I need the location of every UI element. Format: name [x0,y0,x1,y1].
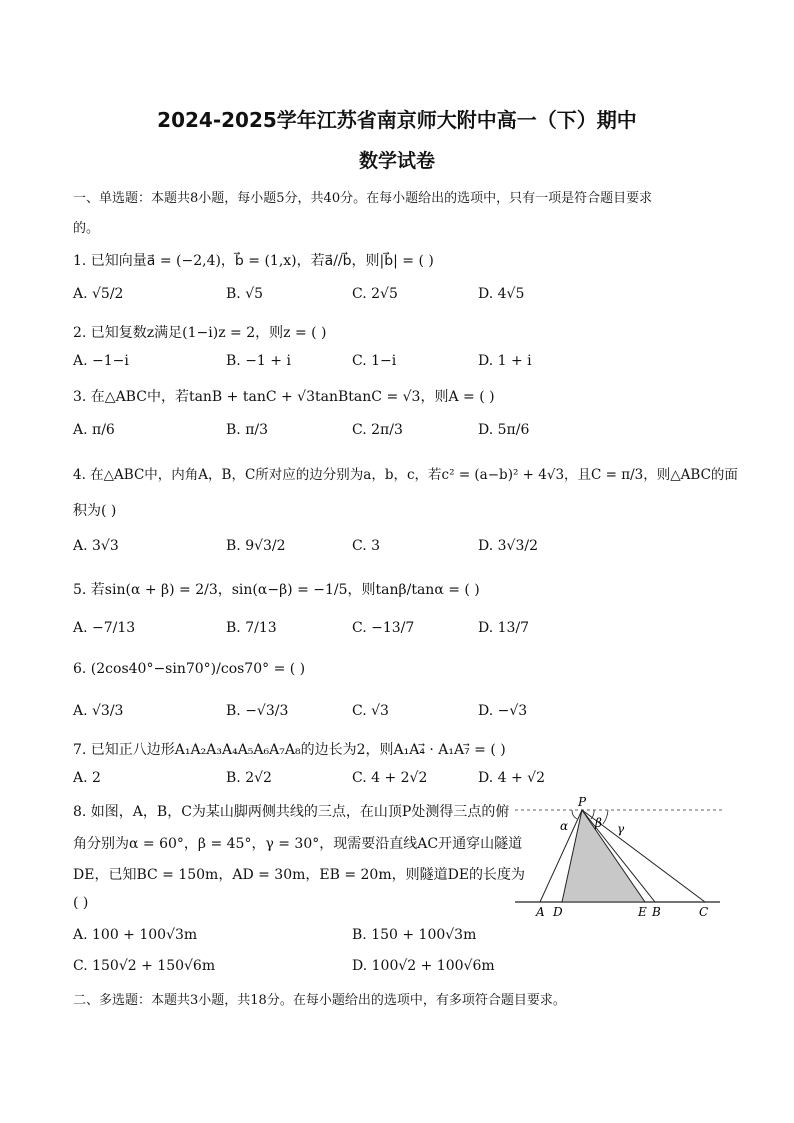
q7-option-c: C. 4 + 2√2 [352,770,428,786]
q4-option-d: D. 3√3/2 [478,538,538,554]
q5-option-a: A. −7/13 [73,620,136,636]
question-6-stem: 6. (2cos40°−sin70°)/cos70° = ( ) [73,661,306,677]
question-8-stem-line-2: 角分别为α = 60°，β = 45°，γ = 30°，现需要沿直线AC开通穿山隧道 [73,836,523,852]
q3-option-a: A. π/6 [73,422,115,438]
label-c: C [699,905,709,919]
question-8-stem-line-3: DE，已知BC = 150m，AD = 30m，EB = 20m，则隧道DE的长度为 [73,867,526,883]
page-title: 2024-2025学年江苏省南京师大附中高一（下）期中 [157,108,637,132]
q2-option-a: A. −1−i [73,353,129,369]
question-4-stem: 4. 在△ABC中，内角A，B，C所对应的边分别为a，b，c，若c² = (a−b)² + 4√3，且C = π/3，则△ABC的面 [73,467,738,483]
q1-option-b: B. √5 [226,286,264,302]
angle-arc-gamma [603,810,608,824]
q8-option-d: D. 100√2 + 100√6m [352,958,495,974]
q8-option-c: C. 150√2 + 150√6m [73,958,216,974]
q7-option-d: D. 4 + √2 [478,770,545,786]
label-p: P [578,796,587,809]
tunnel-figure [515,796,725,922]
question-1-stem: 1. 已知向量a⃗ = (−2,4)，b⃗ = (1,x)，若a⃗//b⃗，则|b⃗| = ( ) [73,253,434,269]
q3-option-c: C. 2π/3 [352,422,403,438]
q7-option-a: A. 2 [73,770,101,786]
q4-option-a: A. 3√3 [73,538,119,554]
label-b: B [652,905,661,919]
section-2-heading: 二、多选题：本题共3小题，共18分。在每小题给出的选项中，有多项符合题目要求。 [73,993,566,1008]
question-8-stem-line-1: 8. 如图，A，B，C为某山脚两侧共线的三点，在山顶P处测得三点的俯 [73,804,510,820]
section-1-heading-cont: 的。 [73,221,100,236]
q7-option-b: B. 2√2 [226,770,272,786]
q2-option-b: B. −1 + i [226,353,291,369]
question-2-stem: 2. 已知复数z满足(1−i)z = 2，则z = ( ) [73,325,327,341]
q4-option-b: B. 9√3/2 [226,538,286,554]
q3-option-b: B. π/3 [226,422,269,438]
label-alpha: α [560,819,569,833]
question-8-stem-line-4: ( ) [73,895,89,911]
label-gamma: γ [617,822,625,836]
angle-arc-alpha [572,810,577,819]
label-d: D [553,905,563,919]
page-subtitle: 数学试卷 [358,150,435,172]
q6-option-c: C. √3 [352,703,389,719]
question-3-stem: 3. 在△ABC中，若tanB + tanC + √3tanBtanC = √3，则A = ( ) [73,389,495,405]
q1-option-c: C. 2√5 [352,286,398,302]
q5-option-d: D. 13/7 [478,620,530,636]
question-5-stem: 5. 若sin(α + β) = 2/3，sin(α−β) = −1/5，则tanβ/tanα = ( ) [73,582,480,598]
q2-option-d: D. 1 + i [478,353,532,369]
q2-option-c: C. 1−i [352,353,397,369]
q1-option-d: D. 4√5 [478,286,525,302]
question-7-stem: 7. 已知正八边形A₁A₂A₃A₄A₅A₆A₇A₈的边长为2，则A₁A₄⃗ · A₁A₇⃗ = ( ) [73,742,506,758]
q4-option-c: C. 3 [352,538,381,554]
q6-option-a: A. √3/3 [73,703,124,719]
q1-option-a: A. √5/2 [73,286,124,302]
section-1-heading: 一、单选题：本题共8小题，每小题5分，共40分。在每小题给出的选项中，只有一项是符合题目要求 [73,191,653,206]
q6-option-d: D. −√3 [478,703,528,719]
q8-option-b: B. 150 + 100√3m [352,927,477,943]
q6-option-b: B. −√3/3 [226,703,289,719]
q8-option-a: A. 100 + 100√3m [73,927,198,943]
label-beta: β [595,816,602,830]
q3-option-d: D. 5π/6 [478,422,530,438]
label-e: E [638,905,647,919]
label-a: A [536,905,545,919]
question-4-stem-cont: 积为( ) [73,503,117,519]
q5-option-b: B. 7/13 [226,620,277,636]
q5-option-c: C. −13/7 [352,620,415,636]
